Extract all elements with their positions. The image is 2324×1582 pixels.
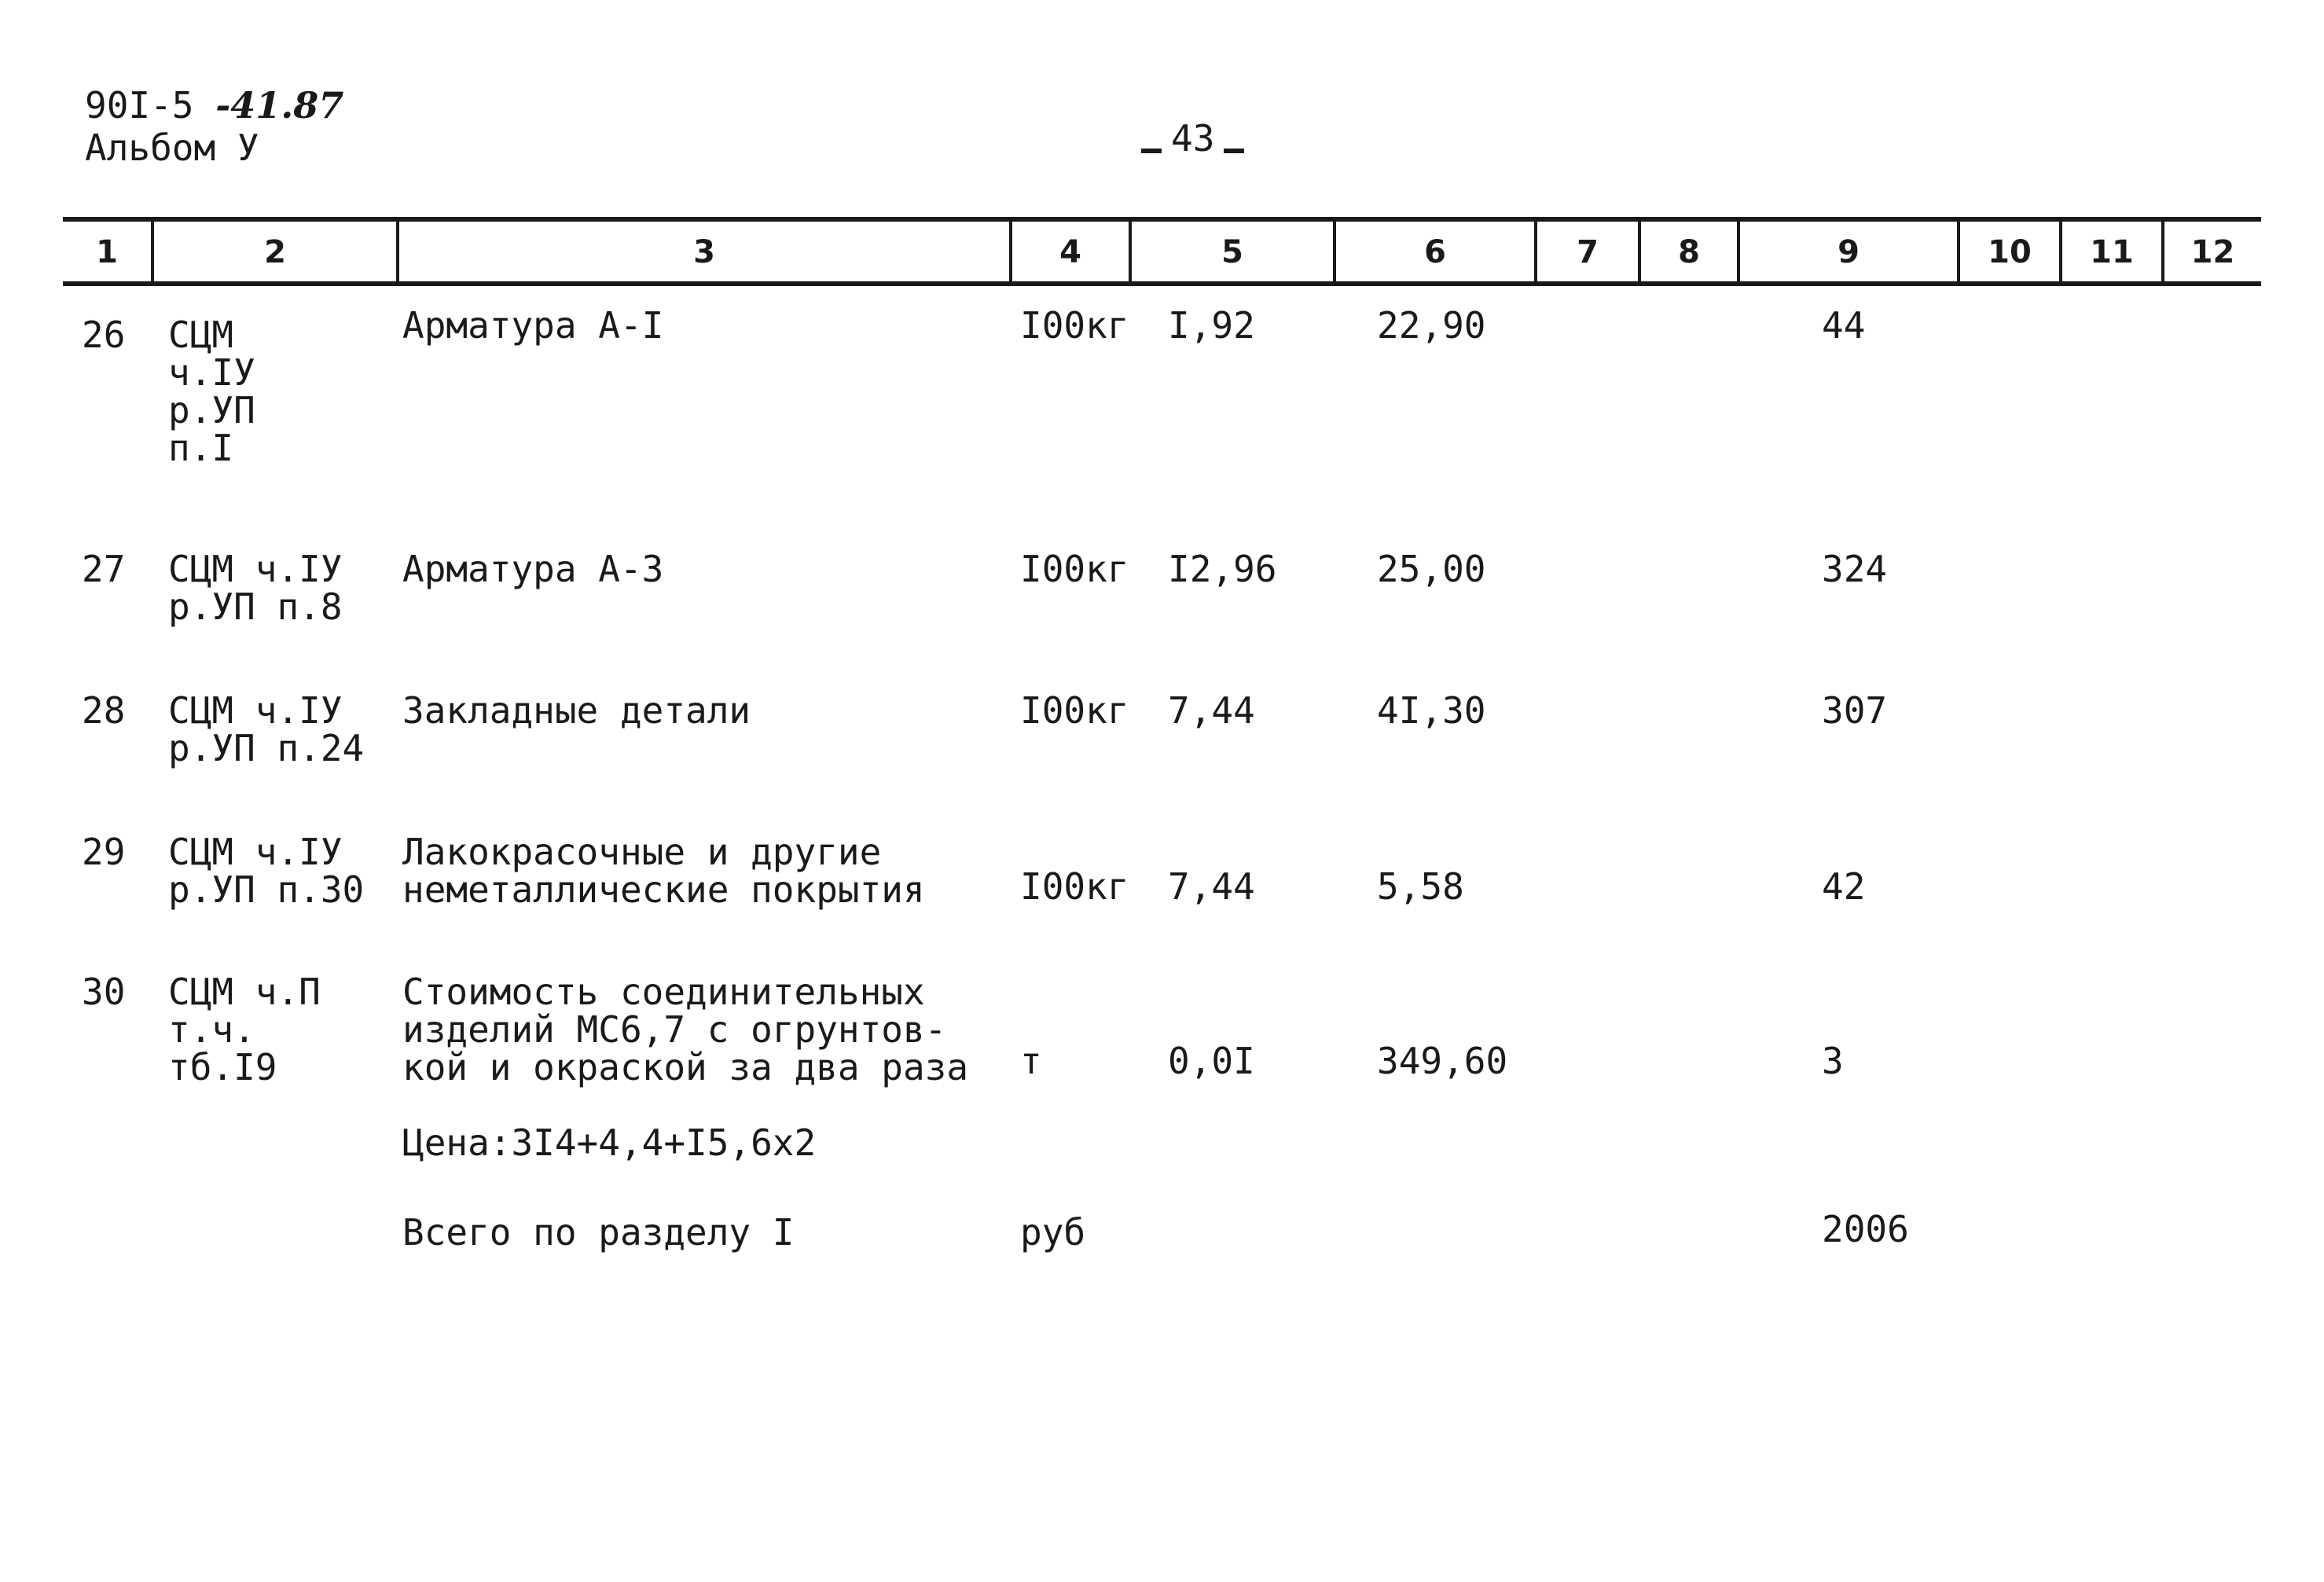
row-total: 44 bbox=[1822, 304, 1866, 347]
row-unit: I00кг bbox=[1020, 865, 1129, 908]
summary-total: 2006 bbox=[1822, 1208, 1909, 1250]
row-total: 42 bbox=[1822, 865, 1866, 908]
price-note: Цена:3I4+4,4+I5,6x2 bbox=[402, 1121, 817, 1164]
row-quantity: I2,96 bbox=[1168, 548, 1277, 590]
row-unit-price: 25,00 bbox=[1377, 548, 1486, 590]
column-header: 3 bbox=[693, 234, 715, 270]
column-header: 8 bbox=[1678, 234, 1700, 270]
row-unit: т bbox=[1020, 1040, 1042, 1082]
table-header-top-rule bbox=[63, 217, 2261, 222]
column-header: 10 bbox=[1988, 234, 2032, 270]
row-unit-price: 4I,30 bbox=[1377, 689, 1486, 732]
row-quantity: 7,44 bbox=[1168, 689, 1255, 732]
row-unit: I00кг bbox=[1020, 548, 1129, 590]
row-total: 3 bbox=[1822, 1040, 1844, 1082]
column-header: 5 bbox=[1221, 234, 1243, 270]
row-number: 30 bbox=[82, 971, 126, 1013]
document-code-printed: 90I-5 bbox=[85, 84, 194, 127]
column-header: 1 bbox=[96, 234, 118, 270]
album-label: Альбом У bbox=[85, 127, 259, 169]
row-reference: СЦМ ч.IУ р.УП п.I bbox=[168, 314, 255, 469]
row-reference: СЦМ ч.IУ р.УП п.24 bbox=[168, 689, 365, 769]
column-header: 7 bbox=[1577, 234, 1599, 270]
column-header: 4 bbox=[1059, 234, 1081, 270]
row-name: Арматура А-I bbox=[402, 304, 664, 347]
row-total: 307 bbox=[1822, 689, 1888, 732]
row-unit: I00кг bbox=[1020, 689, 1129, 732]
row-quantity: 7,44 bbox=[1168, 865, 1255, 908]
row-number: 28 bbox=[82, 689, 126, 732]
column-header: 2 bbox=[264, 234, 286, 270]
document-code bbox=[85, 85, 343, 126]
row-unit: I00кг bbox=[1020, 304, 1129, 347]
row-reference: СЦМ ч.IУ р.УП п.30 bbox=[168, 831, 365, 911]
row-reference: СЦМ ч.IУ р.УП п.8 bbox=[168, 548, 343, 628]
row-name: Арматура А-3 bbox=[402, 548, 664, 590]
row-quantity: I,92 bbox=[1168, 304, 1255, 347]
column-header: 6 bbox=[1424, 234, 1446, 270]
summary-label: Всего по разделу I bbox=[402, 1211, 795, 1253]
page-number: 43 bbox=[1132, 118, 1254, 159]
row-name: Стоимость соединительных изделий МС6,7 с огрунтов- кой и окраской за два раза bbox=[402, 971, 969, 1088]
row-name: Закладные детали bbox=[402, 689, 751, 732]
row-unit-price: 349,60 bbox=[1377, 1040, 1508, 1082]
row-number: 26 bbox=[82, 314, 126, 356]
document-code-handwritten: -41.87 bbox=[215, 84, 344, 127]
row-total: 324 bbox=[1822, 548, 1888, 590]
table-header-bottom-rule bbox=[63, 281, 2261, 286]
column-header: 12 bbox=[2190, 234, 2235, 270]
row-reference: СЦМ ч.П т.ч. тб.I9 bbox=[168, 971, 321, 1088]
row-unit-price: 5,58 bbox=[1377, 865, 1464, 908]
row-quantity: 0,0I bbox=[1168, 1040, 1255, 1082]
column-header: 9 bbox=[1838, 234, 1860, 270]
row-name: Лакокрасочные и другие неметаллические покрытия bbox=[402, 831, 925, 911]
row-number: 27 bbox=[82, 548, 126, 590]
row-unit-price: 22,90 bbox=[1377, 304, 1486, 347]
summary-unit: руб bbox=[1020, 1211, 1086, 1253]
row-number: 29 bbox=[82, 831, 126, 873]
column-header: 11 bbox=[2090, 234, 2134, 270]
